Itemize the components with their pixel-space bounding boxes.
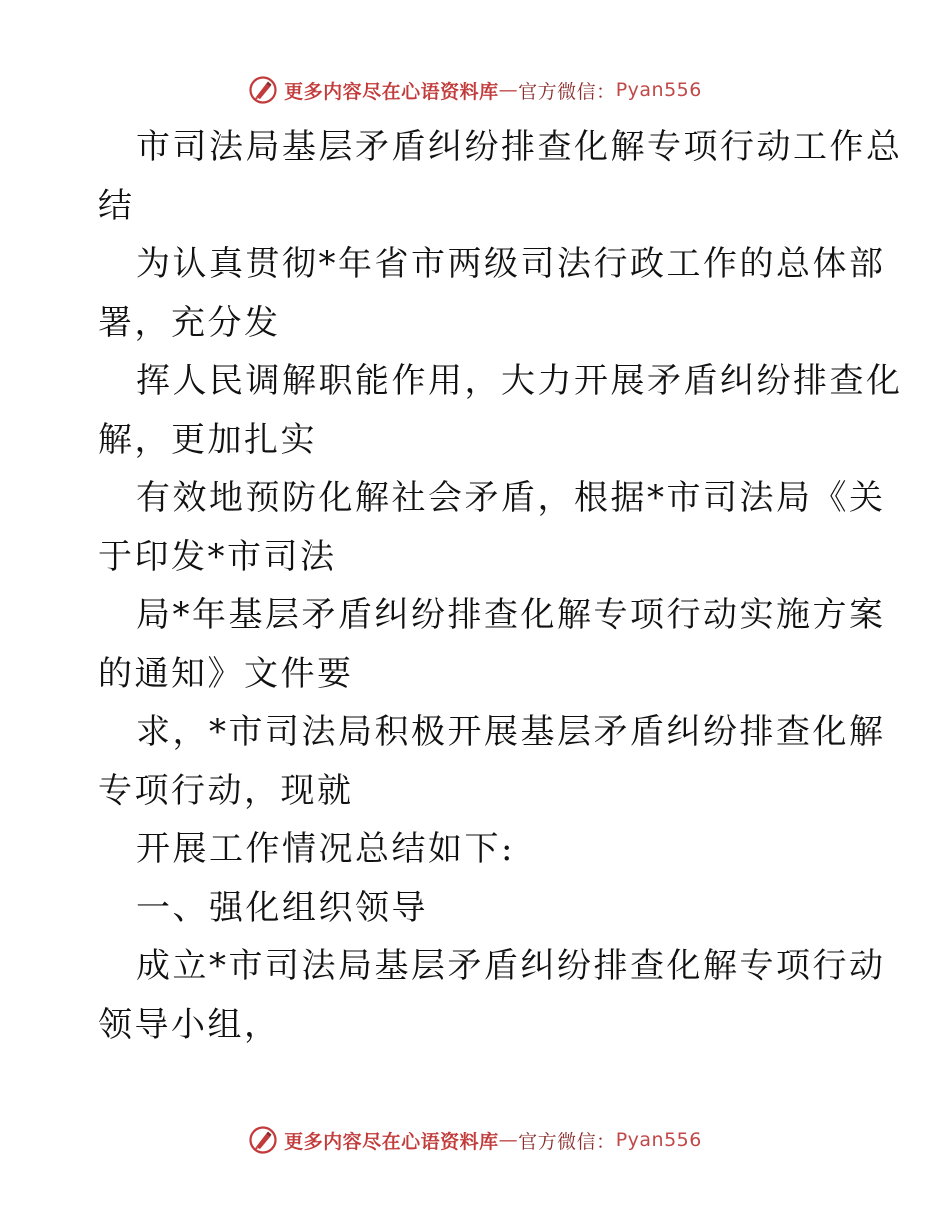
paragraph-line: 署，充分发 <box>98 302 281 343</box>
watermark-official-label: 官方微信： <box>518 80 616 103</box>
watermark-brand: 更多内容尽在心语资料库 <box>284 1130 499 1153</box>
paragraph-line: 局*年基层矛盾纠纷排查化解专项行动实施方案 <box>136 595 886 635</box>
paragraph-line: 成立*市司法局基层矛盾纠纷排查化解专项行动 <box>136 946 886 986</box>
watermark-separator: — <box>498 1129 519 1151</box>
title-line-1: 市司法局基层矛盾纠纷排查化解专项行动工作总 <box>136 127 903 167</box>
paragraph-line: 挥人民调解职能作用，大力开展矛盾纠纷排查化 <box>136 361 903 401</box>
paragraph-line: 解，更加扎实 <box>98 419 317 460</box>
paragraph-line: 开展工作情况总结如下: <box>136 829 515 869</box>
watermark-separator: — <box>498 79 519 101</box>
paragraph-line: 的通知》文件要 <box>98 653 354 694</box>
document-body <box>98 118 903 1054</box>
watermark-account: Pyan556 <box>615 1129 702 1151</box>
header-watermark <box>0 70 950 110</box>
watermark-brand: 更多内容尽在心语资料库 <box>284 80 499 103</box>
watermark-account: Pyan556 <box>615 79 702 101</box>
watermark-official-label: 官方微信： <box>518 1130 616 1153</box>
paragraph-line: 求，*市司法局积极开展基层矛盾纠纷排查化解 <box>136 712 886 752</box>
paragraph-line: 有效地预防化解社会矛盾，根据*市司法局《关 <box>136 478 886 518</box>
paragraph-line: 于印发*市司法 <box>98 536 337 577</box>
paragraph-line: 领导小组， <box>98 1004 281 1045</box>
pen-logo-icon <box>248 75 278 105</box>
title-line-2: 结 <box>98 185 135 226</box>
footer-watermark <box>0 1120 950 1160</box>
paragraph-line: 为认真贯彻*年省市两级司法行政工作的总体部 <box>136 244 886 284</box>
paragraph-line: 专项行动，现就 <box>98 770 354 811</box>
section-heading: 一、强化组织领导 <box>136 887 428 928</box>
pen-logo-icon <box>248 1125 278 1155</box>
